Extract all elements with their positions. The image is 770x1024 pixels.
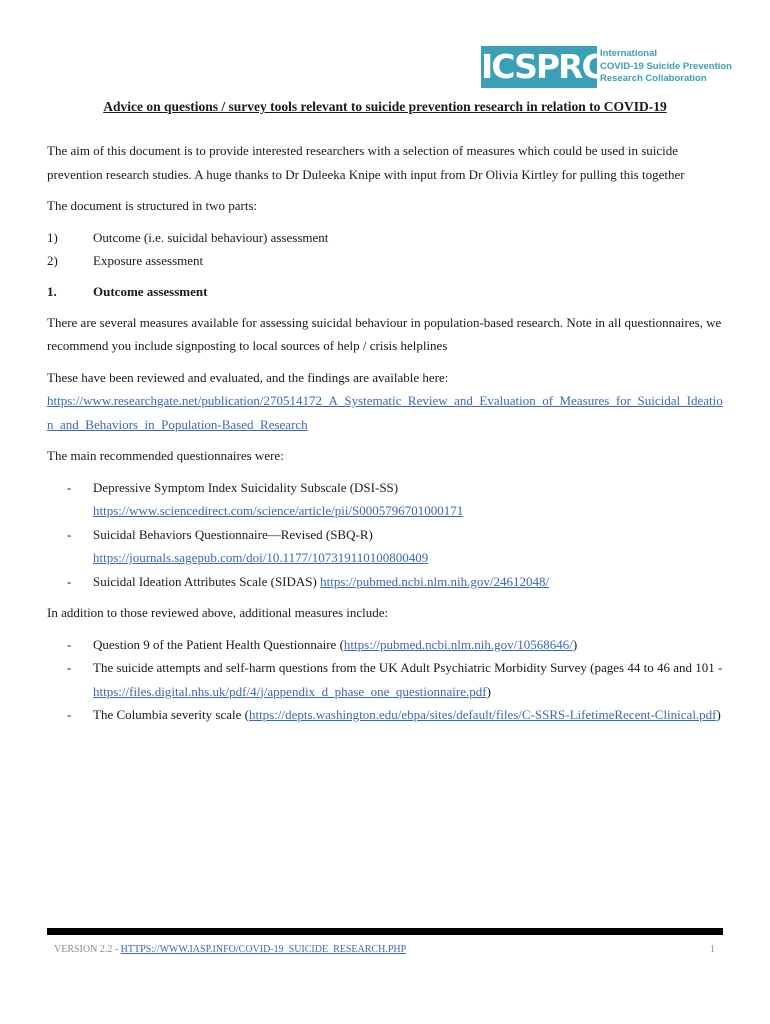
- measure-link[interactable]: https://depts.washington.edu/ebpa/sites/default/files/C-SSRS-LifetimeRecent-Clinical.pdf: [248, 707, 717, 722]
- section-heading: [47, 280, 727, 303]
- additional-intro: In addition to those reviewed above, additional measures include:: [47, 605, 389, 620]
- logo-text: [600, 46, 732, 88]
- list-item: [47, 633, 727, 657]
- footer-divider: [47, 928, 723, 935]
- dash-bullet: -: [67, 660, 72, 675]
- structure-intro: The document is structured in two parts:: [47, 198, 258, 213]
- dash-bullet: -: [67, 526, 72, 542]
- document-body: [47, 139, 727, 727]
- measure-text-end: ): [486, 683, 491, 699]
- list-item: [47, 226, 727, 249]
- dash-bullet: -: [67, 707, 72, 722]
- page-number: 1: [710, 944, 715, 955]
- list-label: Outcome (i.e. suicidal behaviour) assessment: [93, 229, 329, 245]
- list-item: [47, 656, 727, 703]
- footer-version: [54, 944, 406, 955]
- dash-bullet: -: [67, 636, 72, 652]
- measures-paragraph: There are several measures available for assessing suicidal behaviour in population-based research. Note in all questionnaires, we recommend you include signposting to local sources of help / crisis helplines: [47, 314, 722, 353]
- list-number: 1): [47, 229, 58, 245]
- recommended-intro: The main recommended questionnaires were:: [47, 448, 284, 463]
- intro-paragraph: The aim of this document is to provide interested researchers with a selection of measures which could be used in suicide prevention research studies. A huge thanks to Dr Duleeka Knipe with input from Dr Olivia Kirtley for pulling this together: [47, 143, 685, 182]
- list-item: [47, 249, 727, 272]
- measure-text: The Columbia severity scale (: [93, 707, 249, 722]
- logo-acronym: ICSPRC: [481, 47, 604, 86]
- list-item: [47, 570, 727, 594]
- questionnaire-name: Suicidal Behaviors Questionnaire—Revised (SBQ-R): [93, 526, 373, 542]
- review-paragraph: These have been reviewed and evaluated, and the findings are available here:: [47, 369, 449, 385]
- logo-line-1: International: [600, 48, 658, 59]
- footer-link[interactable]: HTTPS://WWW.IASP.INFO/COVID-19_SUICIDE_RESEARCH.PHP: [120, 944, 407, 955]
- section-number: 1.: [47, 283, 57, 299]
- logo-line-2: COVID-19 Suicide Prevention: [600, 60, 732, 72]
- measure-link[interactable]: https://files.digital.nhs.uk/pdf/4/j/appendix_d_phase_one_questionnaire.pdf: [93, 683, 487, 699]
- list-item: [47, 703, 727, 727]
- list-number: 2): [47, 252, 58, 268]
- additional-list: [47, 633, 727, 727]
- parts-list: [47, 226, 727, 272]
- measure-text: The suicide attempts and self-harm questions from the UK Adult Psychiatric Morbidity Survey (pages 44 to 46 and 101 -: [93, 660, 723, 675]
- logo: [481, 46, 732, 88]
- review-link[interactable]: https://www.researchgate.net/publication/270514172_A_Systematic_Review_and_Evaluation_of_Measures_for_Suicidal_Ideation_and_Behaviors_in_Population-Based_Research: [47, 393, 723, 432]
- questionnaire-name: Suicidal Ideation Attributes Scale (SIDAS): [93, 573, 317, 589]
- list-label: Exposure assessment: [93, 252, 204, 268]
- measure-link[interactable]: https://pubmed.ncbi.nlm.nih.gov/10568646/: [343, 636, 573, 652]
- list-item: [47, 476, 727, 523]
- measure-text: Question 9 of the Patient Health Questionnaire (: [93, 636, 344, 652]
- questionnaire-link[interactable]: https://pubmed.ncbi.nlm.nih.gov/24612048/: [320, 573, 550, 589]
- document-title: Advice on questions / survey tools relevant to suicide prevention research in relation to COVID-19: [103, 99, 667, 114]
- measure-text-end: ): [716, 707, 721, 722]
- questionnaire-name: Depressive Symptom Index Suicidality Subscale (DSI-SS): [93, 479, 399, 495]
- logo-line-3: Research Collaboration: [600, 73, 707, 84]
- dash-bullet: -: [67, 479, 72, 495]
- dash-bullet: -: [67, 573, 72, 589]
- list-item: [47, 523, 727, 570]
- section-title: Outcome assessment: [93, 283, 208, 299]
- measure-text-end: ): [572, 636, 578, 652]
- questionnaire-link[interactable]: https://www.sciencedirect.com/science/article/pii/S0005796701000171: [93, 503, 464, 518]
- questionnaire-link[interactable]: https://journals.sagepub.com/doi/10.1177/107319110100800409: [93, 550, 429, 565]
- version-label: VERSION 2.2 -: [54, 944, 121, 955]
- recommended-list: [47, 476, 727, 594]
